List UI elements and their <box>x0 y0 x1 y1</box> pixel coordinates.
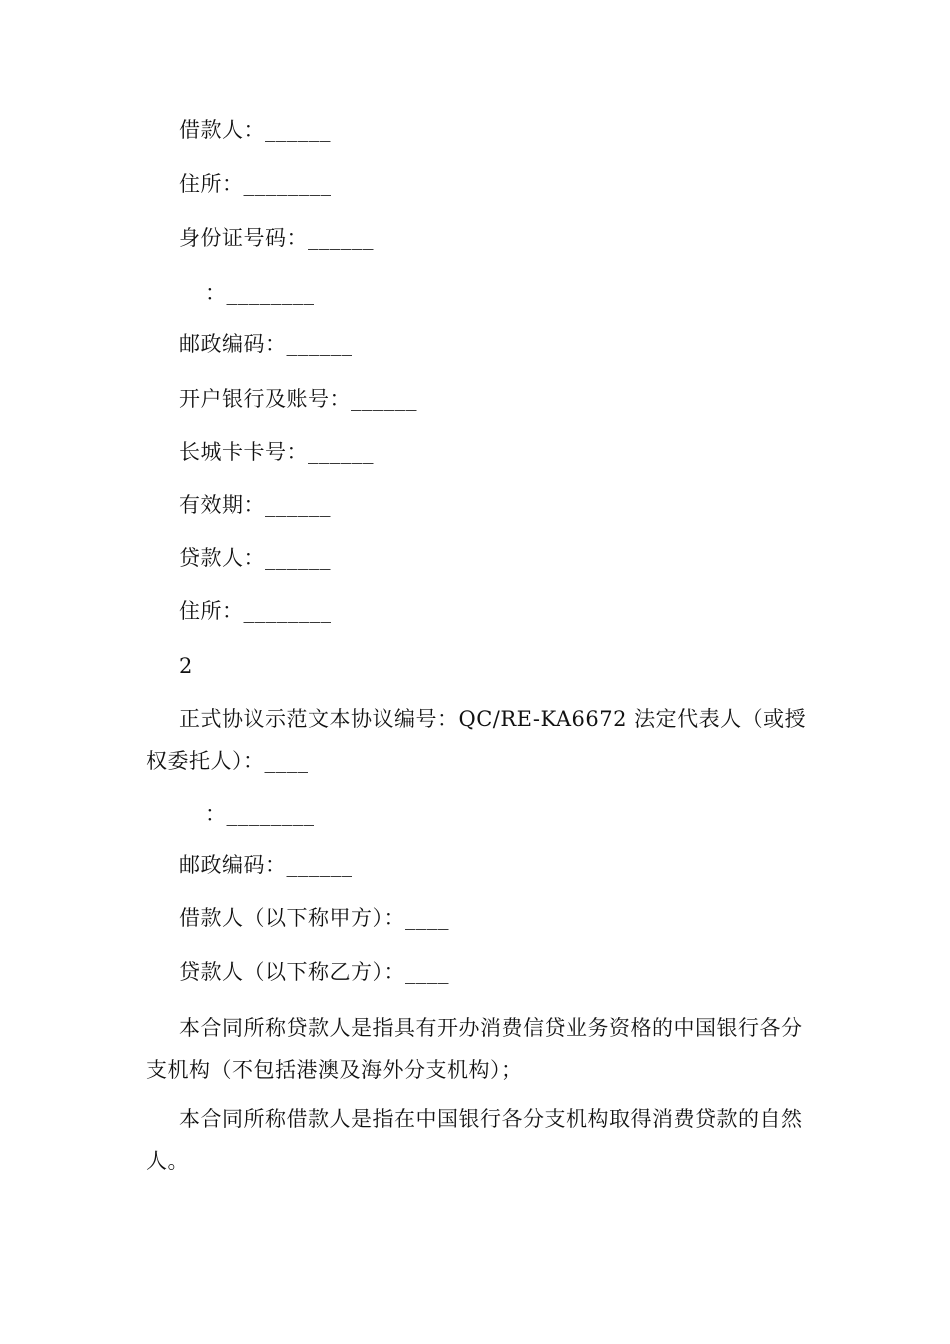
party-b-field: 贷款人（以下称乙方）：____ <box>179 960 449 984</box>
borrower-address-field: 住所：________ <box>179 172 332 196</box>
lender-definition-clause: 本合同所称贷款人是指具有开办消费信贷业务资格的中国银行各分支机构（不包括港澳及海外分支机构）； <box>146 1016 803 1082</box>
great-wall-card-field: 长城卡卡号：______ <box>179 440 374 464</box>
borrower-postal-code-field: 邮政编码：______ <box>179 332 353 356</box>
bank-account-field: 开户银行及账号：______ <box>179 387 417 411</box>
unlabeled-field-1: ：________ <box>205 281 315 305</box>
id-number-field: 身份证号码：______ <box>179 226 374 250</box>
borrower-field: 借款人：______ <box>179 118 331 142</box>
page-number: 2 <box>179 654 193 678</box>
borrower-definition-clause: 本合同所称借款人是指在中国银行各分支机构取得消费贷款的自然人。 <box>146 1107 803 1173</box>
unlabeled-field-2: ：________ <box>205 802 315 826</box>
party-a-field: 借款人（以下称甲方）：____ <box>179 906 449 930</box>
validity-field: 有效期：______ <box>179 493 331 517</box>
lender-field: 贷款人：______ <box>179 546 331 570</box>
lender-address-field: 住所：________ <box>179 599 332 623</box>
lender-postal-code-field: 邮政编码：______ <box>179 853 353 877</box>
legal-representative-field: 正式协议示范文本协议编号：QC/RE-KA6672 法定代表人（或授权委托人）：____ <box>146 707 807 773</box>
